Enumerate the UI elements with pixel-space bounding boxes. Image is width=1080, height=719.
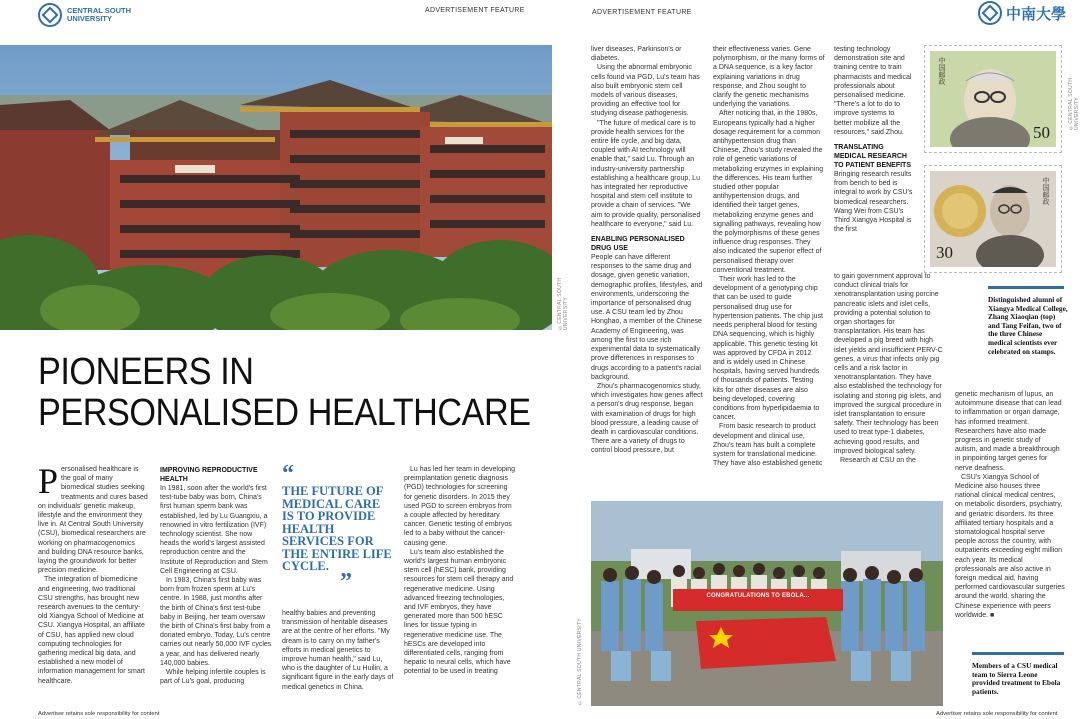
stamps-credit: ©CENTRAL SOUTH UNIVERSITY [1068, 77, 1080, 130]
paragraph: In 1981, soon after the world's first test-tube baby was born, China's first human sperm bank was established, led by Lu Guangxiu, a renowned in vitro fertilization (IVF) technology scientist. She now heads the world's largest assisted reproduction centre and the Institute of Reproduction and Stem Cell Engineering at CSU. [160, 485, 268, 575]
paragraph: In 1983, China's first baby was born from frozen sperm at Lu's centre. In 1988, just months after the birth of China's first test-tube baby in Beijing, her team oversaw the birth of China's first baby from a donated embryo. Today, Lu's centre carries out nearly 50,000 IVF cycles a year, and has delivered nearly 140,000 babies. [160, 577, 272, 667]
stamp-value: 30 [936, 243, 953, 262]
article-column-1 [38, 465, 148, 695]
paragraph: healthy babies and preventing transmission of heritable diseases are at the centre of her efforts. "My dream is to carry on my father's efforts in medical genetics to improve human health," said Lu, who is the daughter of Lu Huilin, a significant figure in the early days of medical genetics in China. [282, 610, 394, 691]
stamp-zhang-xiaoqian [924, 45, 1062, 153]
paragraph: Their work has led to the development of a genotyping chip that can be used to guide personalised drug use for hypertension patients. The chip just needs peripheral blood for testing DNA sequencing, which is highly applicable. This genetic testing kit was approved by CFDA in 2012 and is widely used in Chinese hospitals, having served hundreds of thousands of patients. Testing kits for other diseases are also being developed, covering conditions from hyperlipidaemia to cancer. [713, 276, 823, 422]
photo-credit: ©CENTRAL SOUTH UNIVERSITY [557, 277, 569, 330]
paragraph: While helping infertile couples is part of Lu's goal, producing [160, 669, 266, 686]
close-quote-mark: ” [340, 568, 352, 595]
photo-credit: ©CENTRAL SOUTH UNIVERSITY [577, 618, 583, 705]
article-column-2 [160, 465, 272, 695]
paragraph: Lu's team also established the world's largest human embryonic stem cell (hESC) bank, providing resources for stem cell therapy and regenerative medicine. Using advanced freezing technologies, and IVF embryos, they have generated more than 500 hESC lines for tissue typing in regenerative medicine use. The hESCs are developed into differentiated cells, ranging from hepatic to neural cells, which have potential to be used in treating [404, 548, 514, 676]
section-heading: ENABLING PERSONALISED DRUG USE [591, 236, 685, 253]
stamp-tang-feifan [924, 165, 1062, 273]
advertisement-label-left: ADVERTISEMENT FEATURE [425, 7, 525, 14]
csu-logo-right [978, 1, 1066, 25]
paragraph: their effectiveness varies. Gene polymorphism, or the many forms of a DNA sequence, is a key factor explaining variations in drug response, and Zhou sought to clarify the genetic mechanisms underlying the variations. [713, 46, 825, 109]
open-quote-mark: “ [282, 461, 294, 487]
paragraph: liver diseases, Parkinson's or diabetes. [591, 46, 682, 63]
article-column-7a [834, 45, 914, 270]
paragraph: CSU's Xiangya School of Medicine also houses three national clinical medical centres, on metabolic disorders, psychiatry, and geriatric disorders. Its three affiliated tertiary hospitals and a stomatological hospital serve people across the country, with outpatients exceeding eight million each year. Its medical professionals are also active in foreign medical aid, having performed cardiovascular surgeries around the world, sharing the Chinese experience with peers worldwide. ■ [955, 473, 1065, 619]
paragraph: People can have different responses to the same drug and dosage, given genetic variation, demographic profiles, lifestyles, and environments, underscoring the importance of personalised drug use. A CSU team led by Zhou Honghao, a member of the Chinese Academy of Engineering, was among the first to use rich experimental data to systematically prove differences in responses to drugs according to a patient's racial background. [591, 254, 703, 381]
intro-paragraph: ersonalised healthcare is the goal of many biomedical studies seeking treatments and cures based on individuals' genetic makeup, lifestyle and the environment they live in. At Central South University (CSU), biomedical researchers are working on pharmacogenomics and building DNA resource banks, laying the groundwork for better precision medicine. [38, 466, 148, 575]
team-caption: Members of a CSU medical team to Sierra Leone provided treatment to Ebola patients. [972, 661, 1061, 696]
medical-team-photo [591, 501, 943, 706]
csu-logo-left [38, 3, 131, 27]
banner-text: CONGRATULATIONS TO EBOLA... [706, 593, 810, 599]
pull-quote [282, 461, 392, 595]
page-title [38, 352, 531, 434]
paragraph: Research at CSU on the [840, 457, 916, 465]
article-column-4 [404, 465, 516, 695]
caption-rule [988, 286, 1064, 289]
article-column-5 [591, 45, 703, 485]
title-line-2: PERSONALISED HEALTHCARE [38, 392, 531, 434]
paragraph: Bringing research results from bench to bed is integral to work by CSU's biomedical researchers. Wang Wei from CSU's Third Xiangya Hospital is the first [834, 171, 913, 234]
article-column-8 [955, 390, 1065, 630]
stamps-caption: Distinguished alumni of Xiangya Medical College, Zhang Xiaoqian (top) and Tang Feifan, two of the three Chinese medical scientists ever celebrated on stamps. [988, 295, 1068, 356]
stamp-country-label: 中国邮政 [1042, 177, 1049, 205]
caption-rule [972, 652, 1064, 655]
university-emblem-icon [38, 3, 62, 27]
stamp-value: 50 [1033, 123, 1050, 142]
section-heading: TRANSLATING MEDICAL RESEARCH TO PATIENT BENEFITS [834, 144, 912, 170]
paragraph: From basic research to product development and clinical use, Zhou's team has built a complete system for translational medicine. They have also established genetic [713, 423, 823, 468]
article-column-7b [834, 272, 944, 485]
section-heading: IMPROVING REPRODUCTIVE HEALTH [160, 467, 258, 483]
paragraph: Using the abnormal embryonic cells found via PGD, Lu's team has also built embryonic stem cell models of various diseases, providing an effective tool for studying disease pathogenesis. [591, 64, 700, 118]
drop-cap: P [38, 465, 59, 501]
article-column-3 [282, 609, 394, 695]
paragraph: After noticing that, in the 1980s, Europeans typically had a higher dosage requirement for a common antihypertension drug than Chinese, Zhou's study revealed the role of genetic variations of metabolizing enzymes in explaining the differences. His team further studied other popular antihypertension drugs, and identified their target genes, metabolizing enzyme genes and signalling pathways, revealing how the polymorphisms of these genes influence drug responses. They also indicated the superior effect of personalised therapy over conventional treatment. [713, 110, 824, 274]
paragraph: The integration of biomedicine and engineering, two traditional CSU strengths, has brought new research avenues to the century-old Xiangya School of Medicine at CSU. Xiangya Hospital, an affiliate of CSU, has applied new cloud computing technologies for gathering medical big data, and established a new model of information management for smart healthcare. [38, 576, 145, 685]
university-emblem-icon [978, 1, 1002, 25]
campus-photo [0, 45, 552, 330]
advertisement-label-right: ADVERTISEMENT FEATURE [592, 9, 692, 16]
paragraph: genetic mechanism of lupus, an autoimmune disease that can lead to inflammation or organ damage, has informed treatment. Researchers have also made progress in genetic study of autism, and made a breakthrough in pinpointing target genes for nerve deafness. [955, 391, 1062, 472]
pull-quote-text: THE FUTURE OF MEDICAL CARE IS TO PROVIDE HEALTH SERVICES FOR THE ENTIRE LIFE CYCLE. [282, 484, 392, 573]
title-line-1: PIONEERS IN [38, 351, 254, 393]
paragraph: to gain government approval to conduct clinical trials for xenotransplantation using porcine pancreatic islets and islet cells, providing a potential solution to organ shortages for transplantation. His team has developed a pig breed with high islet yields and insufficient PERV-C genes, a virus that infects only pig cells and a risk factor in xenotransplantation. They have also established the technology for isolating and storing pig islets, and improved the surgical procedure in islet transplantation to ensure safety. Their technology has been used to treat type-1 diabetes, achieving good results, and improved biological safety. [834, 273, 943, 455]
footer-disclaimer-right: Advertiser retains sole responsibility for content [936, 711, 1058, 717]
stamp-country-label: 中国邮政 [938, 57, 945, 85]
paragraph: testing technology demonstration site and training centre to train pharmacists and medical professionals about personalised medicine. "There's a lot to do to improve systems to better mobilize all the resources," said Zhou. [834, 46, 912, 136]
article-column-6 [713, 45, 825, 485]
logo-text-chinese: 中南大學 [1006, 4, 1067, 23]
paragraph: Lu has led her team in developing preimplantation genetic diagnosis (PGD) technologies for screening for genetic disorders. In 2015 they used PGD to screen embryos from a couple affected by hereditary cancer. Genetic testing of embryos led to a baby without the cancer-causing gene. [404, 466, 516, 547]
logo-text-line2: UNIVERSITY [67, 14, 113, 23]
logo-text-line1: CENTRAL SOUTH [67, 5, 132, 15]
paragraph: "The future of medical care is to provide health services for the entire life cycle, and big data, coupled with AI technology will enable that," said Lu. Through an industry-university partnership establishing a healthcare group, Lu has integrated her reproductive hospital and stem cell institute to provide a chain of services. "We aim to provide quality, personalised healthcare to everyone," said Lu. [591, 119, 701, 228]
footer-disclaimer-left: Advertiser retains sole responsibility for content [38, 711, 160, 717]
paragraph: Zhou's pharmacogenomics study, which investigates how genes affect a person's drug response, began with examination of drugs for high blood pressure, a leading cause of death in cardiovascular conditions. There are a variety of drugs to control blood pressure, but [591, 382, 703, 455]
